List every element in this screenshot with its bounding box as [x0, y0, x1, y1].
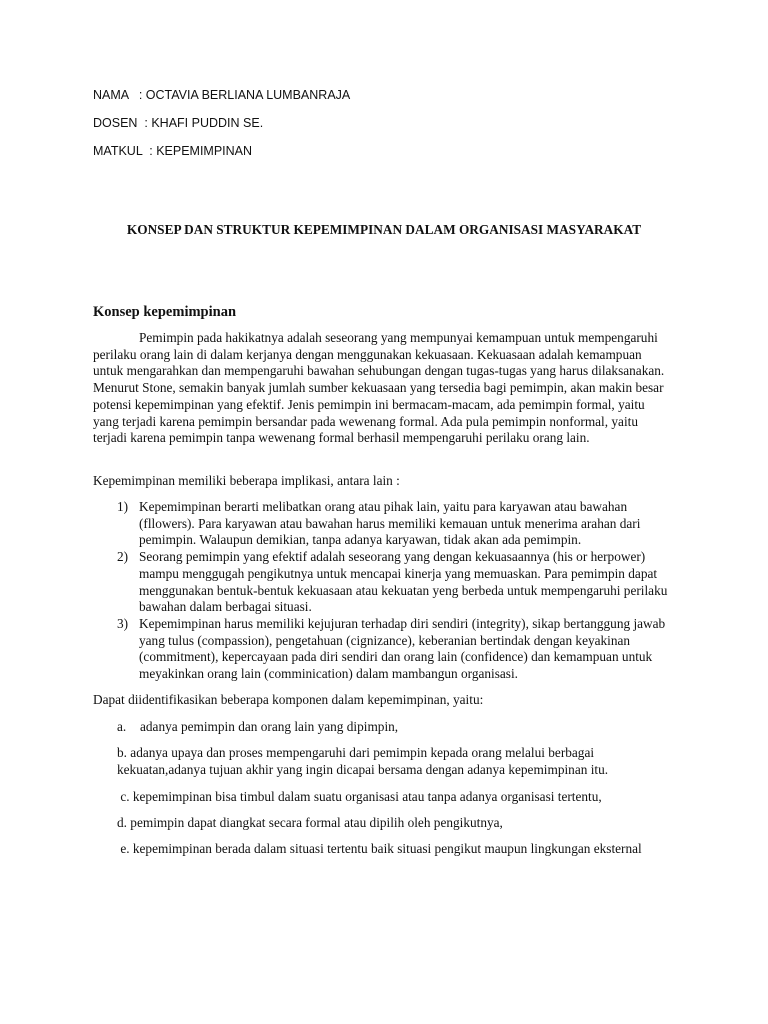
list-item-number: 3): [117, 615, 129, 631]
document-title: KONSEP DAN STRUKTUR KEPEMIMPINAN DALAM ORGANISASI MASYARAKAT: [126, 222, 642, 237]
component-d: d. pemimpin dapat diangkat secara formal atau dipilih oleh pengikutnya,: [117, 815, 503, 830]
list-item-number: 2): [117, 549, 129, 565]
paragraph-konsep: Pemimpin pada hakikatnya adalah seseorang yang mempunyai kemampuan untuk mempengaruhi perilaku orang lain di dalam kerjanya dengan menggunakan kekuasaan. Kekuasaan adalah kemampuan untuk mengarahkan dan mempengaruhi bawahan sehubungan dengan tugas-tugas yang harus dilaksanakan. Menurut Stone, semakin banyak jumlah sumber kekuasaan yang tersedia bagi pemimpin, akan makin besar potensi kepemimpinan yang efektif. Jenis pemimpin ini bermacam-macam, ada pemimpin formal, yaitu yang terjadi karena pemimpin bersandar pada wewenang formal. Ada pula pemimpin nonformal, yaitu terjadi karena pemimpin tanpa wewenang formal berhasil mempengaruhi perilaku orang lain.: [93, 330, 665, 446]
list-item: [93, 499, 683, 549]
implications-intro: Kepemimpinan memiliki beberapa implikasi, antara lain :: [93, 473, 400, 488]
student-name-line: NAMA : OCTAVIA BERLIANA LUMBANRAJA: [93, 88, 351, 102]
lecturer-line: DOSEN : KHAFI PUDDIN SE.: [93, 116, 264, 130]
components-intro: Dapat diidentifikasikan beberapa komponen dalam kepemimpinan, yaitu:: [93, 692, 484, 707]
component-a-label: a.: [117, 719, 127, 734]
list-item-text: Kepemimpinan harus memiliki kejujuran terhadap diri sendiri (integrity), sikap bertanggung jawab yang tulus (compassion), pengetahuan (cignizance), keberanian bertindak dengan keyakinan (commitment), kepercayaan pada diri sendiri dan orang lain (confidence) dan kemampuan untuk meyakinkan orang lain (comminication) dalam mambangun organisasi.: [139, 615, 666, 682]
list-item-number: 1): [117, 499, 129, 514]
list-item: [93, 549, 683, 616]
implications-list: [93, 499, 683, 683]
course-line: MATKUL : KEPEMIMPINAN: [93, 144, 253, 158]
list-item-text: Kepemimpinan berarti melibatkan orang atau pihak lain, yaitu para karyawan atau bawahan (fllowers). Para karyawan atau bawahan harus memiliki kemauan untuk menerima arahan dari pemimpin. Walaupun demikian, tanpa adanya karyawan, tidak akan ada pemimpin.: [139, 499, 641, 548]
component-c: c. kepemimpinan bisa timbul dalam suatu organisasi atau tanpa adanya organisasi tertentu,: [117, 789, 602, 804]
section-heading: Konsep kepemimpinan: [93, 304, 237, 320]
list-item: [93, 616, 683, 683]
list-item-text: Seorang pemimpin yang efektif adalah seseorang yang dengan kekuasaannya (his or herpower) mampu menggugah pengikutnya untuk mencapai kinerja yang memuaskan. Para pemimpin dapat menggunakan bentuk-bentuk kekuasaan atau kekuatan yeng berbeda untuk mempengaruhi perilaku bawahan dalam berbagai situasi.: [139, 549, 668, 615]
component-b: b. adanya upaya dan proses mempengaruhi dari pemimpin kepada orang melalui berbagai kekuatan,adanya tujuan akhir yang ingin dicapai bersama dengan adanya kepemimpinan itu.: [117, 745, 609, 777]
component-a-text: adanya pemimpin dan orang lain yang dipimpin,: [140, 719, 399, 734]
component-e: e. kepemimpinan berada dalam situasi tertentu baik situasi pengikut maupun lingkungan eksternal: [117, 841, 642, 856]
